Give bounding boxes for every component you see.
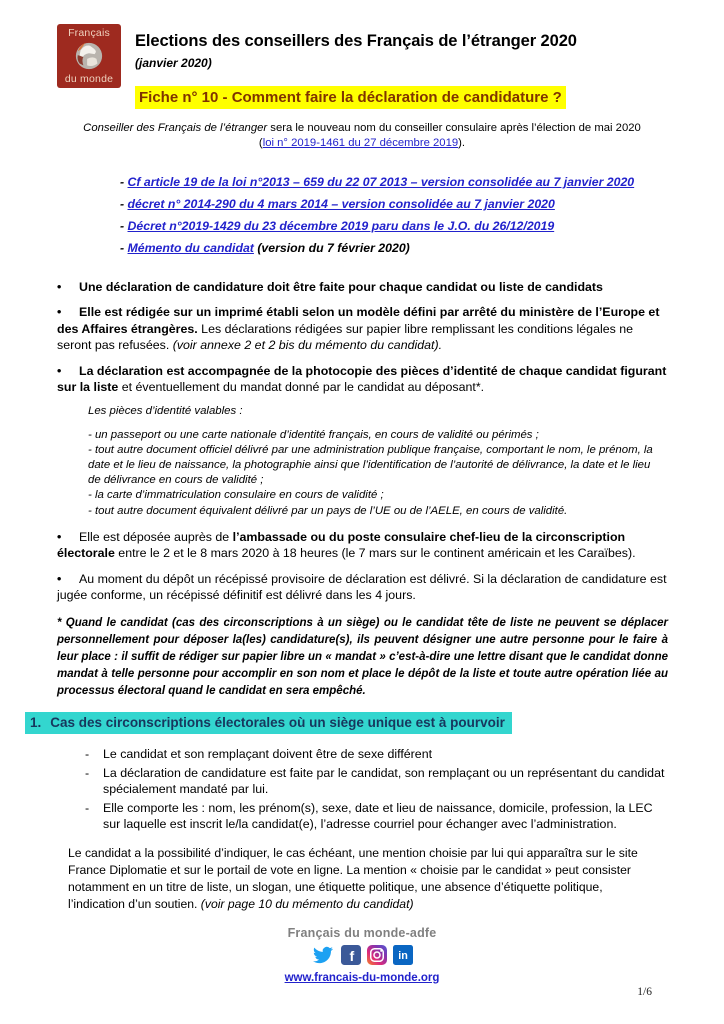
bullet-marker: •: [57, 571, 62, 586]
intro-paragraph: [45, 121, 679, 151]
identity-documents-block: [88, 404, 659, 518]
memento-version-note: (version du 7 février 2020): [253, 241, 410, 255]
identity-line: - la carte d’immatriculation consulaire en cours de validité ;: [88, 489, 384, 502]
identity-line: - tout autre document officiel délivré par une administration publique française, comportant le nom, le prénom, la date et le lieu de naissance, la photographie ainsi que l’identification de l’autorité de délivrance, la date et le lieu de délivrance en cours de validité ;: [88, 443, 653, 487]
header: [57, 24, 667, 109]
bullet-imprime-modele: • Elle est rédigée sur un imprimé établi selon un modèle défini par arrêté du ministère de l’Europe et des Affaires étrangères. Les déclarations rédigées sur papier libre remplissant les conditions légales ne seront pas refusées. (voir annexe 2 et 2 bis du mémento du candidat).: [57, 305, 660, 353]
bullet-recepisse: • Au moment du dépôt un récépissé provisoire de déclaration est délivré. Si la déclaration de candidature est jugée conforme, un récépissé définitif est délivré dans les 4 jours.: [57, 571, 667, 603]
list-item: - Elle comporte les : nom, les prénom(s), sexe, date et lieu de naissance, domicile, profession, la LEC sur laquelle est inscrit le/la candidat(e), l’adresse courriel pour échanger avec l’administration.: [85, 800, 653, 832]
reference-link-row: [120, 215, 667, 237]
memento-candidat-link[interactable]: Mémento du candidat: [127, 241, 254, 255]
logo-text-top: Français: [68, 27, 110, 39]
globe-icon: [74, 41, 104, 71]
bullet-depot-ambassade: • Elle est déposée auprès de l’ambassade ou du poste consulaire chef-lieu de la circonscription électorale entre le 2 et le 8 mars 2020 à 18 heures (le 7 mars sur le continent américain et les Caraïbes).: [57, 529, 636, 561]
identity-line: - un passeport ou une carte nationale d’identité français, en cours de validité ou périmés ;: [88, 428, 539, 441]
bullet-declaration-required: • Une déclaration de candidature doit être faite pour chaque candidat ou liste de candidats: [57, 280, 603, 294]
intro-lead-rest: sera le nouveau nom du conseiller consulaire après l’élection de mai 2020: [267, 122, 641, 134]
paren-open: (: [258, 137, 263, 149]
svg-text:in: in: [398, 950, 408, 963]
bullet-photocopie-pieces: • La déclaration est accompagnée de la photocopie des pièces d’identité de chaque candidat figurant sur la liste et éventuellement du mandat donné par le candidat au déposant*.: [57, 363, 667, 395]
dash-prefix: -: [120, 197, 128, 211]
svg-text:f: f: [349, 948, 355, 965]
linkedin-icon[interactable]: [393, 945, 413, 965]
identity-line: - tout autre document équivalent délivré par un pays de l’UE ou de l’AELE, en cours de validité.: [88, 504, 568, 517]
section1-number: 1.: [30, 715, 42, 731]
bullet-marker: •: [57, 280, 62, 294]
social-icons: [0, 944, 724, 966]
bullet-marker: •: [57, 363, 62, 378]
website-link[interactable]: www.francais-du-monde.org: [284, 972, 440, 984]
list-item: - Le candidat et son remplaçant doivent être de sexe différent: [85, 747, 433, 762]
decret-2014-290-link[interactable]: décret n° 2014-290 du 4 mars 2014 – version consolidée au 7 janvier 2020: [127, 197, 555, 211]
page-title: Elections des conseillers des Français de l’étranger 2020: [135, 32, 577, 50]
header-text: [135, 24, 577, 109]
reference-link-row: [120, 193, 667, 215]
bullet-list-top: [57, 279, 667, 395]
bullet-list-bottom: [57, 529, 667, 604]
memento-page-reference: (voir page 10 du mémento du candidat): [200, 896, 414, 911]
bullet-marker: •: [57, 305, 62, 320]
intro-lead-italic: Conseiller des Français de l’étranger: [83, 122, 268, 134]
law-2013-659-link[interactable]: Cf article 19 de la loi n°2013 – 659 du 22 07 2013 – version consolidée au 7 janvier 2020: [127, 175, 635, 189]
reference-link-row: [120, 171, 667, 193]
fiche-heading: Fiche n° 10 - Comment faire la déclaration de candidature ?: [135, 86, 566, 109]
dash-prefix: -: [120, 219, 128, 233]
paren-close: ).: [458, 137, 466, 149]
list-item: - La déclaration de candidature est faite par le candidat, son remplaçant ou un représentant du candidat spécialement mandaté par lui.: [85, 765, 665, 797]
dash-marker: -: [85, 747, 90, 762]
identity-block-title: Les pièces d’identité valables :: [88, 405, 243, 418]
section1-heading: [25, 712, 724, 734]
decret-2019-1429-link[interactable]: Décret n°2019-1429 du 23 décembre 2019 paru dans le J.O. du 26/12/2019: [127, 219, 555, 233]
instagram-icon[interactable]: [367, 945, 387, 965]
footer: [0, 926, 724, 986]
facebook-icon[interactable]: [341, 945, 361, 965]
dash-prefix: -: [120, 175, 128, 189]
section1-dash-list: [85, 746, 667, 832]
reference-link-row: [120, 237, 667, 259]
reference-links: [120, 171, 667, 259]
page-subtitle: (janvier 2020): [135, 56, 212, 70]
dash-marker: -: [85, 800, 90, 815]
dash-prefix: -: [120, 241, 128, 255]
dash-marker: -: [85, 765, 90, 780]
organization-name: Français du monde-adfe: [287, 926, 437, 940]
section1-title: Cas des circonscriptions électorales où un siège unique est à pourvoir: [50, 715, 505, 731]
twitter-icon[interactable]: [311, 945, 335, 965]
francais-du-monde-logo: [57, 24, 121, 88]
page-number: 1/6: [637, 986, 652, 998]
mention-paragraph: Le candidat a la possibilité d’indiquer, le cas échéant, une mention choisie par lui qui apparaîtra sur le site France Diplomatie et sur le portail de vote en ligne. La mention « choisie par le candidat » peut consister notamment en un titre de liste, un slogan, une étiquette politique, une absence d’étiquette politique, l’indication d’un soutien. (voir page 10 du mémento du candidat): [68, 845, 638, 911]
mandate-footnote: * Quand le candidat (cas des circonscriptions à un siège) ou le candidat tête de liste ne peuvent se déplacer personnellement pour déposer la(les) candidature(s), ils peuvent désigner une autre personne pour le faire à leur place : il suffit de rédiger sur papier libre un « mandat » c’est-à-dire une lettre disant que le candidat donne mandat à telle personne pour accomplir en son nom et place le dépôt de la liste et toute autre opération liée au processus électoral quand le candidat en sera empêché.: [57, 617, 668, 698]
law-2019-1461-link[interactable]: loi n° 2019-1461 du 27 décembre 2019: [262, 137, 459, 149]
logo-text-bottom: du monde: [64, 73, 114, 85]
bullet-marker: •: [57, 529, 62, 544]
